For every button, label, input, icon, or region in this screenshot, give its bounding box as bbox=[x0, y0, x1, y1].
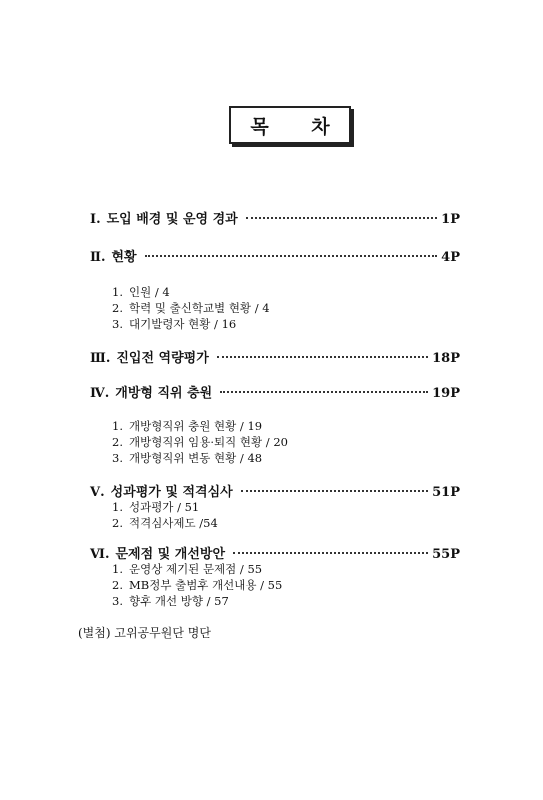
section-number: Ⅴ. bbox=[90, 485, 105, 500]
subitem-text: 개방형직위 충원 현황 / 19 bbox=[128, 419, 263, 433]
subitem-number: 1. bbox=[112, 285, 123, 299]
toc-subitem[interactable] bbox=[112, 316, 236, 332]
section-page: 18P bbox=[432, 351, 460, 366]
subitem-text: 개방형직위 임용·퇴직 현황 / 20 bbox=[128, 435, 288, 449]
subitem-number: 1. bbox=[112, 562, 123, 576]
subitem-text: 학력 및 출신학교별 현황 / 4 bbox=[128, 301, 270, 315]
subitem-text: 향후 개선 방향 / 57 bbox=[128, 594, 229, 608]
subitem-number: 2. bbox=[112, 435, 123, 449]
section-page: 19P bbox=[432, 386, 460, 401]
dot-leader bbox=[241, 490, 428, 492]
subitem-text: 대기발령자 현황 / 16 bbox=[128, 317, 237, 331]
subitem-text: 인원 / 4 bbox=[128, 285, 170, 299]
subitem-number: 3. bbox=[112, 317, 123, 331]
subitem-text: 운영상 제기된 문제점 / 55 bbox=[128, 562, 263, 576]
toc-section-6[interactable] bbox=[90, 543, 460, 562]
subitem-number: 3. bbox=[112, 594, 123, 608]
subitem-number: 2. bbox=[112, 301, 123, 315]
toc-subitem[interactable] bbox=[112, 561, 262, 577]
toc-title-box bbox=[229, 106, 351, 144]
section-title: 문제점 및 개선방안 bbox=[115, 547, 226, 562]
subitem-text: MB정부 출범후 개선내용 / 55 bbox=[128, 578, 283, 592]
section-number: Ⅵ. bbox=[90, 547, 110, 562]
toc-subitem[interactable] bbox=[112, 499, 199, 515]
section-page: 4P bbox=[441, 250, 460, 265]
toc-section-4[interactable] bbox=[90, 382, 460, 401]
toc-subitem[interactable] bbox=[112, 577, 282, 593]
subitem-number: 2. bbox=[112, 516, 123, 530]
toc-section-5[interactable] bbox=[90, 481, 460, 500]
section-page: 55P bbox=[432, 547, 460, 562]
toc-subitem[interactable] bbox=[112, 300, 270, 316]
appendix-note: (별첨) 고위공무원단 명단 bbox=[78, 626, 211, 640]
subitem-number: 3. bbox=[112, 451, 123, 465]
subitem-number: 2. bbox=[112, 578, 123, 592]
section-title: 현황 bbox=[111, 250, 137, 265]
section-page: 51P bbox=[432, 485, 460, 500]
dot-leader bbox=[220, 391, 428, 393]
subitem-number: 1. bbox=[112, 500, 123, 514]
subitem-number: 1. bbox=[112, 419, 123, 433]
dot-leader bbox=[233, 552, 428, 554]
section-page: 1P bbox=[441, 212, 460, 227]
section-number: Ⅲ. bbox=[90, 351, 111, 366]
toc-section-2[interactable] bbox=[90, 246, 460, 265]
dot-leader bbox=[217, 356, 428, 358]
section-title: 성과평가 및 적격심사 bbox=[110, 485, 233, 500]
toc-subitem[interactable] bbox=[112, 515, 218, 531]
section-number: Ⅳ. bbox=[90, 386, 110, 401]
section-title: 도입 배경 및 운영 경과 bbox=[106, 212, 238, 227]
toc-subitem[interactable] bbox=[112, 450, 262, 466]
subitem-text: 적격심사제도 /54 bbox=[128, 516, 218, 530]
toc-section-1[interactable] bbox=[90, 208, 460, 227]
subitem-text: 개방형직위 변동 현황 / 48 bbox=[128, 451, 263, 465]
section-title: 진입전 역량평가 bbox=[116, 351, 209, 366]
toc-subitem[interactable] bbox=[112, 434, 288, 450]
section-title: 개방형 직위 충원 bbox=[115, 386, 213, 401]
section-number: Ⅱ. bbox=[90, 250, 106, 265]
subitem-text: 성과평가 / 51 bbox=[128, 500, 200, 514]
toc-subitem[interactable] bbox=[112, 284, 170, 300]
section-number: Ⅰ. bbox=[90, 212, 101, 227]
toc-subitem[interactable] bbox=[112, 593, 229, 609]
toc-section-3[interactable] bbox=[90, 347, 460, 366]
toc-subitem[interactable] bbox=[112, 418, 262, 434]
toc-title: 목 차 bbox=[250, 115, 348, 138]
dot-leader bbox=[246, 217, 437, 219]
dot-leader bbox=[145, 255, 438, 257]
